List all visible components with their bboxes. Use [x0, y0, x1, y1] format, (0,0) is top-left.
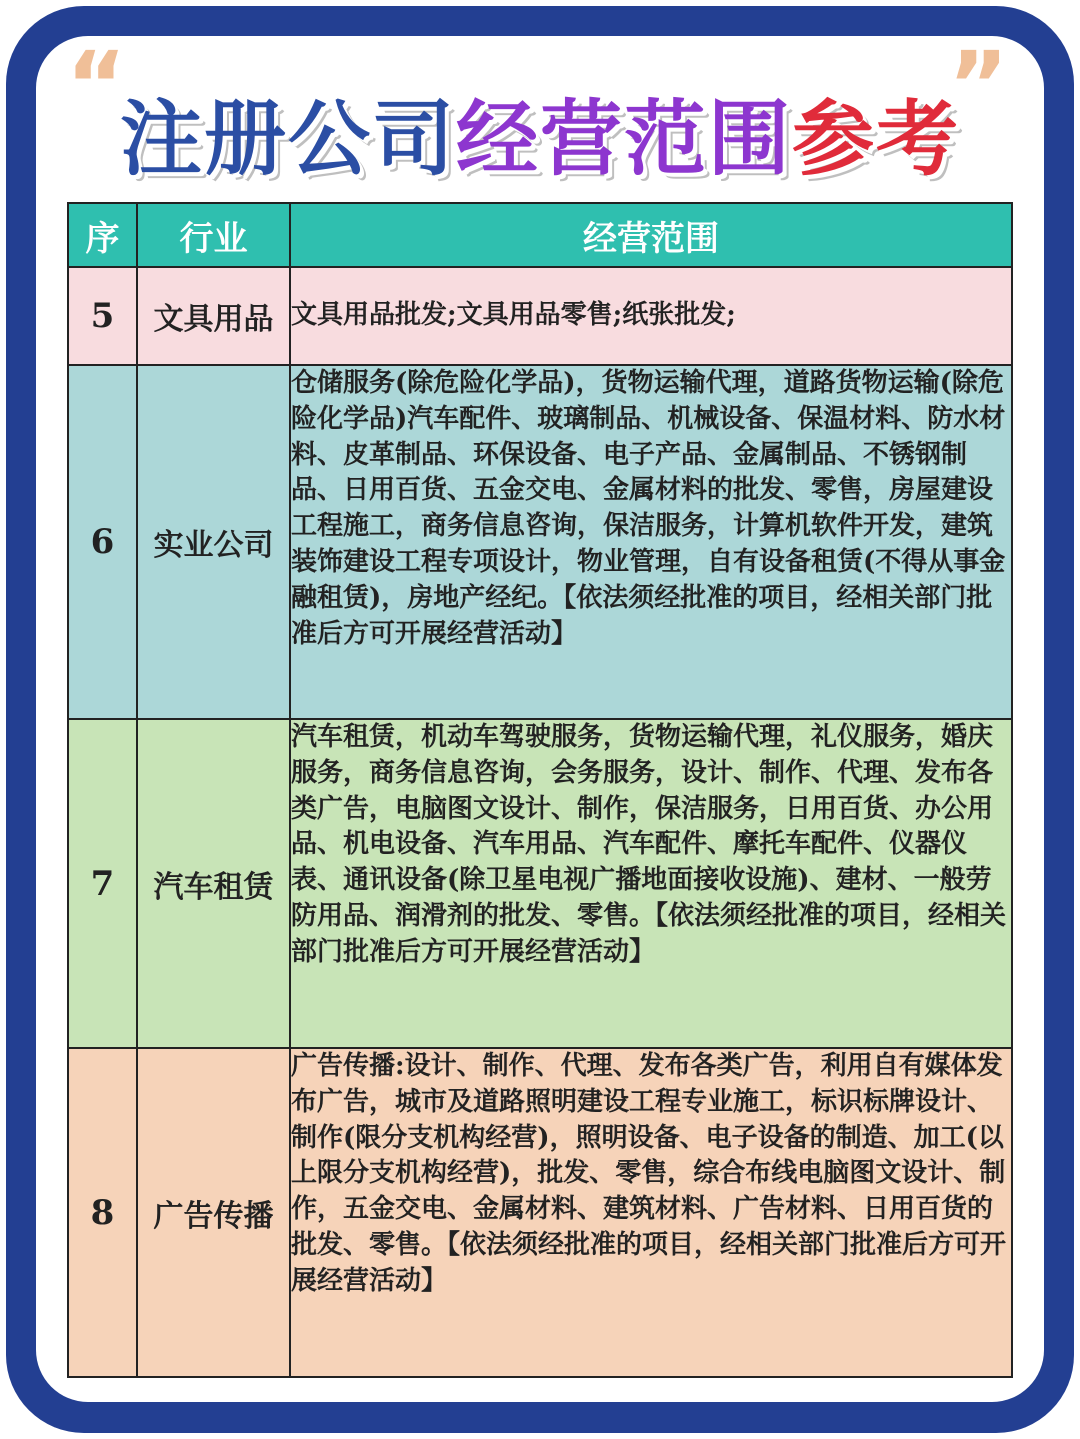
business-scope-table	[67, 202, 1013, 1378]
header-seq: 序	[68, 203, 137, 267]
row-industry: 汽车租赁	[137, 719, 290, 1048]
row-scope: 文具用品批发;文具用品零售;纸张批发;	[290, 267, 1012, 365]
header-industry: 行业	[137, 203, 290, 267]
row-seq: 5	[68, 267, 137, 365]
row-industry: 广告传播	[137, 1048, 290, 1377]
row-scope: 广告传播:设计、制作、代理、发布各类广告，利用自有媒体发布广告，城市及道路照明建设工程专业施工，标识标牌设计、制作(限分支机构经营)，照明设备、电子设备的制造、加工(以上限分支机构经营)，批发、零售，综合布线电脑图文设计、制作，五金交电、金属材料、建筑材料、广告材料、日用百货的批发、零售。【依法须经批准的项目，经相关部门批准后方可开展经营活动】	[290, 1048, 1012, 1377]
page-title	[60, 88, 1020, 192]
table-row	[68, 267, 1012, 365]
row-seq: 7	[68, 719, 137, 1048]
row-seq: 8	[68, 1048, 137, 1377]
header-scope: 经营范围	[290, 203, 1012, 267]
table-header-row	[68, 203, 1012, 267]
table-row	[68, 365, 1012, 719]
title-part-scope: 经营范围	[455, 92, 792, 187]
row-scope: 汽车租赁，机动车驾驶服务，货物运输代理，礼仪服务，婚庆服务，商务信息咨询，会务服务，设计、制作、代理、发布各类广告，电脑图文设计、制作，保洁服务，日用百货、办公用品、机电设备、汽车用品、汽车配件、摩托车配件、仪器仪表、通讯设备(除卫星电视广播地面接收设施)、建材、一般劳防用品、润滑剂的批发、零售。【依法须经批准的项目，经相关部门批准后方可开展经营活动】	[290, 719, 1012, 1048]
row-industry: 实业公司	[137, 365, 290, 719]
table-row	[68, 719, 1012, 1048]
close-quote-icon: ”	[948, 32, 1009, 139]
row-scope: 仓储服务(除危险化学品)，货物运输代理，道路货物运输(除危险化学品)汽车配件、玻璃制品、机械设备、保温材料、防水材料、皮革制品、环保设备、电子产品、金属制品、不锈钢制品、日用百货、五金交电、金属材料的批发、零售，房屋建设工程施工，商务信息咨询，保洁服务，计算机软件开发，建筑装饰建设工程专项设计，物业管理，自有设备租赁(不得从事金融租赁)，房地产经纪。【依法须经批准的项目，经相关部门批准后方可开展经营活动】	[290, 365, 1012, 719]
open-quote-icon: “	[66, 32, 127, 139]
title-part-reference: 参考	[792, 92, 961, 187]
row-seq: 6	[68, 365, 137, 719]
table-row	[68, 1048, 1012, 1377]
title-part-company: 注册公司	[119, 92, 456, 187]
row-industry: 文具用品	[137, 267, 290, 365]
